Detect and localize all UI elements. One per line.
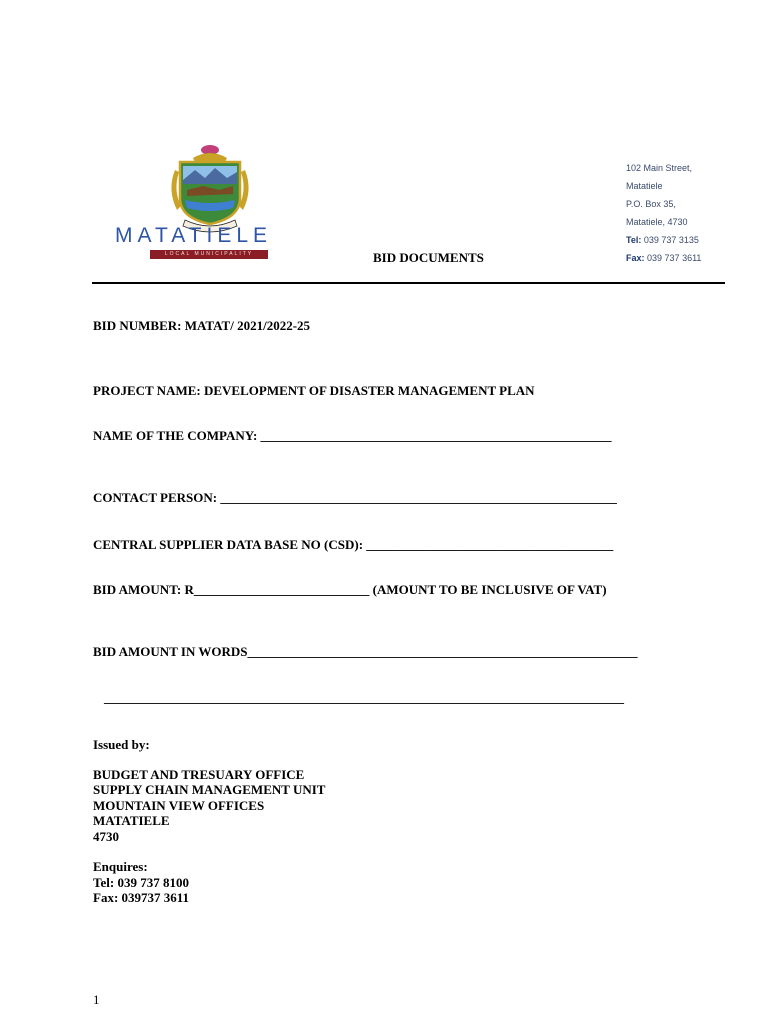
enquiries-fax: Fax: 039737 3611 bbox=[93, 890, 190, 905]
address-fax: Fax: 039 737 3611 bbox=[626, 253, 702, 263]
issued-line-5: 4730 bbox=[93, 829, 119, 844]
address-street: 102 Main Street, bbox=[626, 163, 693, 173]
page-number: 1 bbox=[93, 992, 100, 1007]
header-divider bbox=[92, 282, 725, 284]
issued-line-1: BUDGET AND TRESUARY OFFICE bbox=[93, 767, 305, 782]
project-name: PROJECT NAME: DEVELOPMENT OF DISASTER MANAGEMENT PLAN bbox=[93, 383, 535, 398]
bid-amount-words-field[interactable]: BID AMOUNT IN WORDS____________________________________________________________ bbox=[93, 644, 638, 659]
document-title: BID DOCUMENTS bbox=[373, 250, 484, 265]
issued-line-3: MOUNTAIN VIEW OFFICES bbox=[93, 798, 265, 813]
address-po-box: P.O. Box 35, bbox=[626, 199, 676, 209]
csd-number-field[interactable]: CENTRAL SUPPLIER DATA BASE NO (CSD): ______________________________________ bbox=[93, 537, 614, 552]
bid-number: BID NUMBER: MATAT/ 2021/2022-25 bbox=[93, 318, 311, 333]
bid-amount-words-continuation[interactable]: ________________________________________________________________________________ bbox=[104, 690, 624, 705]
address-town-code: Matatiele, 4730 bbox=[626, 217, 688, 227]
issued-line-4: MATATIELE bbox=[93, 813, 170, 828]
address-block bbox=[626, 159, 746, 267]
contact-person-field[interactable]: CONTACT PERSON: _____________________________________________________________ bbox=[93, 490, 617, 505]
bid-amount-field[interactable]: BID AMOUNT: R___________________________ (AMOUNT TO BE INCLUSIVE OF VAT) bbox=[93, 582, 607, 597]
issued-by-label: Issued by: bbox=[93, 737, 150, 752]
issued-line-2: SUPPLY CHAIN MANAGEMENT UNIT bbox=[93, 782, 326, 797]
enquiries-tel: Tel: 039 737 8100 bbox=[93, 875, 189, 890]
enquiries-label: Enquires: bbox=[93, 859, 148, 874]
company-name-field[interactable]: NAME OF THE COMPANY: ______________________________________________________ bbox=[93, 428, 612, 443]
brand-subtitle: LOCAL MUNICIPALITY bbox=[150, 250, 268, 259]
address-town: Matatiele bbox=[626, 181, 663, 191]
brand-name: MATATIELE bbox=[115, 224, 273, 247]
address-tel: Tel: 039 737 3135 bbox=[626, 235, 699, 245]
